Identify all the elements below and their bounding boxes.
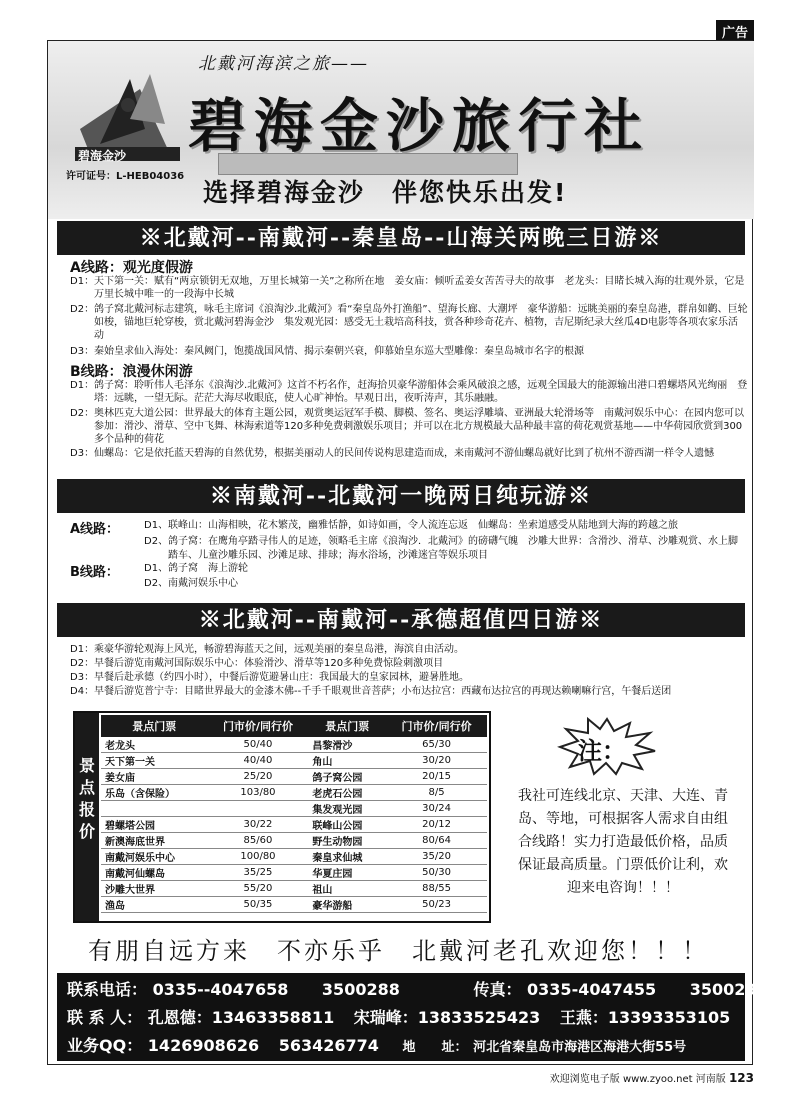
price-cell: 103/80 xyxy=(208,785,309,801)
welcome-slogan: 有朋自远方来 不亦乐乎 北戴河老孔欢迎您！！！ xyxy=(88,937,709,965)
agency-title: 碧海金沙旅行社 xyxy=(188,92,651,160)
price-cell: 8/5 xyxy=(386,785,487,801)
attraction-cell: 昌黎滑沙 xyxy=(308,737,386,753)
s2-a-day2: D2、鸽子窝：在鹰角亭踏寻伟人的足迹，领略毛主席《浪淘沙．北戴河》的磅礴气魄 沙雕大世界：含滑沙、滑草、沙雕观赏、水上脚踏车、儿童沙雕乐园、沙滩足球、排球；海水浴场，沙滩迷宫等娱乐项目 xyxy=(144,536,739,561)
section-title-3day: ※北戴河--南戴河--秦皇岛--山海关两晚三日游※ xyxy=(57,221,745,255)
s2-line-a-label: A线路： xyxy=(70,522,120,537)
attraction-cell: 联峰山公园 xyxy=(308,817,386,833)
section-title-4day: ※北戴河--南戴河--承德超值四日游※ xyxy=(57,603,745,637)
contact-row: 联 系 人： 孔恩德：13463358811 宋瑞峰：13833525423 王燕：13393353105 xyxy=(67,1008,731,1027)
attraction-cell: 华夏庄园 xyxy=(308,865,386,881)
attraction-cell: 豪华游船 xyxy=(308,897,386,913)
attraction-cell: 角山 xyxy=(308,753,386,769)
price-cell: 50/40 xyxy=(208,737,309,753)
attraction-cell: 野生动物园 xyxy=(308,833,386,849)
s1-a-day3: D3：秦始皇求仙入海处：秦风阙门，饱揽战国风情、揭示秦朝兴衰，仰慕始皇东巡大型雕像：秦皇岛城市名字的根源 xyxy=(70,346,585,357)
header-subtitle: 北戴河海滨之旅—— xyxy=(198,54,369,74)
s1-b-day3: D3：仙螺岛：它是依托蓝天碧海的自然优势，根据美丽动人的民间传说构思建造而成，来南戴河不游仙螺岛就好比到了杭州不游西湖一样令人遗憾 xyxy=(70,448,715,459)
note-text: 我社可连线北京、天津、大连、青岛、等地，可根据客人需求自由组合线路！实力打造最低价格，品质保证最高质量。门票低价让利，欢迎来电咨询！！！ xyxy=(518,788,728,896)
attraction-cell: 姜女庙 xyxy=(101,769,208,785)
table-row xyxy=(101,881,487,897)
attraction-cell: 祖山 xyxy=(308,881,386,897)
table-row xyxy=(101,801,487,817)
price-cell: 88/55 xyxy=(386,881,487,897)
s2-b-day2: D2、南戴河娱乐中心 xyxy=(144,578,239,589)
price-cell: 65/30 xyxy=(386,737,487,753)
s2-line-b-label: B线路： xyxy=(70,565,119,580)
attraction-cell: 老虎石公园 xyxy=(308,785,386,801)
price-cell: 55/20 xyxy=(208,881,309,897)
price-cell: 100/80 xyxy=(208,849,309,865)
ad-tag: 广告 xyxy=(716,20,754,43)
table-row xyxy=(101,769,487,785)
price-cell: 30/24 xyxy=(386,801,487,817)
table-row xyxy=(101,865,487,881)
s3-day3: D3：早餐后赴承德（约四小时），中餐后游览避暑山庄：我国最大的皇家园林，避暑胜地。 xyxy=(70,672,470,683)
table-row xyxy=(101,833,487,849)
price-table xyxy=(73,711,491,923)
table-row xyxy=(101,817,487,833)
bottom-bar xyxy=(550,1070,754,1085)
attraction-cell: 碧螺塔公园 xyxy=(101,817,208,833)
attraction-cell: 渔岛 xyxy=(101,897,208,913)
price-cell: 80/64 xyxy=(386,833,487,849)
price-cell: 20/12 xyxy=(386,817,487,833)
section-title-2day: ※南戴河--北戴河一晚两日纯玩游※ xyxy=(57,479,745,513)
table-row xyxy=(101,753,487,769)
attraction-cell: 天下第一关 xyxy=(101,753,208,769)
attraction-cell: 秦皇求仙城 xyxy=(308,849,386,865)
s1-b-day1: D1：鸽子窝：聆听伟人毛泽东《浪淘沙.北戴河》这首不朽名作，赶海拾贝豪华游船体会乘风破浪之感，远观全国最大的能源输出港口碧螺塔风光绚丽 登塔：远眺，一望无际。茫茫大海尽收眼底，使人心旷神怡。早观日出，夜听涛声，其乐融融。 xyxy=(70,380,748,404)
line-a-title: A线路：观光度假游 xyxy=(70,260,193,276)
table-row xyxy=(101,737,487,753)
logo-text: 碧海金沙 xyxy=(78,149,127,163)
price-cell: 35/20 xyxy=(386,849,487,865)
s3-day1: D1：乘豪华游轮观海上风光，畅游碧海蓝天之间，远观美丽的秦皇岛港，海滨自由活动。 xyxy=(70,644,465,655)
s1-b-day2: D2：奥林匹克大道公园：世界最大的体育主题公园，观赏奥运冠军手模、脚模、签名、奥运浮雕墙、亚洲最大轮滑场等 南戴河娱乐中心：在园内您可以参加：滑沙、滑草、空中飞舞、林海索道等120多种免费刺激娱乐项目；并可以在北方规模最大品种最丰富的荷花观赏基地——中华荷园欣赏到300多个品种的荷花 xyxy=(70,408,745,445)
license-number: 许可证号：L-HEB04036 xyxy=(66,171,185,182)
attraction-cell: 沙雕大世界 xyxy=(101,881,208,897)
attraction-cell xyxy=(101,801,208,817)
edition-label: 河南版 xyxy=(695,1074,726,1085)
note-label: 注： xyxy=(578,737,626,765)
price-cell: 25/20 xyxy=(208,769,309,785)
price-table-side-label: 景 点 报 价 xyxy=(75,713,99,921)
s2-b-day1: D1、鸽子窝 海上游轮 xyxy=(144,563,249,574)
s3-day2: D2：早餐后游览南戴河国际娱乐中心：体验滑沙、滑草等120多种免费惊险刺激项目 xyxy=(70,658,444,669)
price-cell: 85/60 xyxy=(208,833,309,849)
price-cell xyxy=(208,801,309,817)
qq-address-row: 业务QQ： 1426908626 563426774 地 址： 河北省秦皇岛市海港区海港大街55号 xyxy=(67,1036,687,1055)
attraction-cell: 南戴河娱乐中心 xyxy=(101,849,208,865)
attraction-cell: 鸽子窝公园 xyxy=(308,769,386,785)
header xyxy=(48,41,754,219)
price-cell: 40/40 xyxy=(208,753,309,769)
ad-page xyxy=(47,40,768,1065)
price-cell: 20/15 xyxy=(386,769,487,785)
s3-day4: D4：早餐后游览普宁寺：目睹世界最大的金漆木佛--千手千眼观世音菩萨；小布达拉宫：西藏布达拉宫的再现达赖喇嘛行宫，午餐后送团 xyxy=(70,686,672,697)
table-row xyxy=(101,785,487,801)
page-number: 123 xyxy=(728,1071,754,1085)
attraction-cell: 乐岛（含保险） xyxy=(101,785,208,801)
s1-a-day1: D1：天下第一关：赋有“两京锁钥无双地，万里长城第一关”之称所在地 姜女庙：倾听孟姜女苦苦寻夫的故事 老龙头：目睹长城入海的壮观外景，它是万里长城中唯一的一段海中长城 xyxy=(70,276,745,300)
price-cell: 30/22 xyxy=(208,817,309,833)
website-link[interactable]: 欢迎浏览电子版 www.zyoo.net xyxy=(549,1074,693,1085)
table-header-row: 景点门票 门市价/同行价 景点门票 门市价/同行价 xyxy=(101,715,487,737)
price-cell: 50/23 xyxy=(386,897,487,913)
price-cell: 35/25 xyxy=(208,865,309,881)
line-b-title: B线路：浪漫休闲游 xyxy=(70,364,193,380)
attraction-cell: 老龙头 xyxy=(101,737,208,753)
attraction-cell: 南戴河仙螺岛 xyxy=(101,865,208,881)
s2-a-day1: D1、联峰山：山海相映，花木繁茂，幽雅恬静，如诗如画，令人流连忘返 仙螺岛：坐索道感受从陆地到大海的跨越之旅 xyxy=(144,520,679,531)
attraction-cell: 集发观光园 xyxy=(308,801,386,817)
table-row xyxy=(101,897,487,913)
price-cell: 50/35 xyxy=(208,897,309,913)
price-cell: 50/30 xyxy=(386,865,487,881)
price-grid xyxy=(101,715,487,913)
header-slogan: 选择碧海金沙 伴您快乐出发! xyxy=(203,178,568,207)
attraction-cell: 新澳海底世界 xyxy=(101,833,208,849)
contact-footer xyxy=(57,973,768,1061)
phone-row: 联系电话： 0335--4047658 3500288 传真： 0335-4047455 3500299 xyxy=(67,980,768,999)
price-cell: 30/20 xyxy=(386,753,487,769)
table-row xyxy=(101,849,487,865)
s1-a-day2: D2：鸽子窝北戴河标志建筑，咏毛主席词《浪淘沙.北戴河》看“秦皇岛外打渔船”、望海长廊、大潮坪 豪华游船：远眺美丽的秦皇岛港，群帛如鹳、巨轮如梭，锚地巨轮穿梭，赏北戴河碧海金沙 集发观光园：感受无土栽培高科技，赏各种珍奇花卉、植物，吉尼斯纪录大丝瓜4D电影等各项农家乐活动 xyxy=(70,304,748,341)
